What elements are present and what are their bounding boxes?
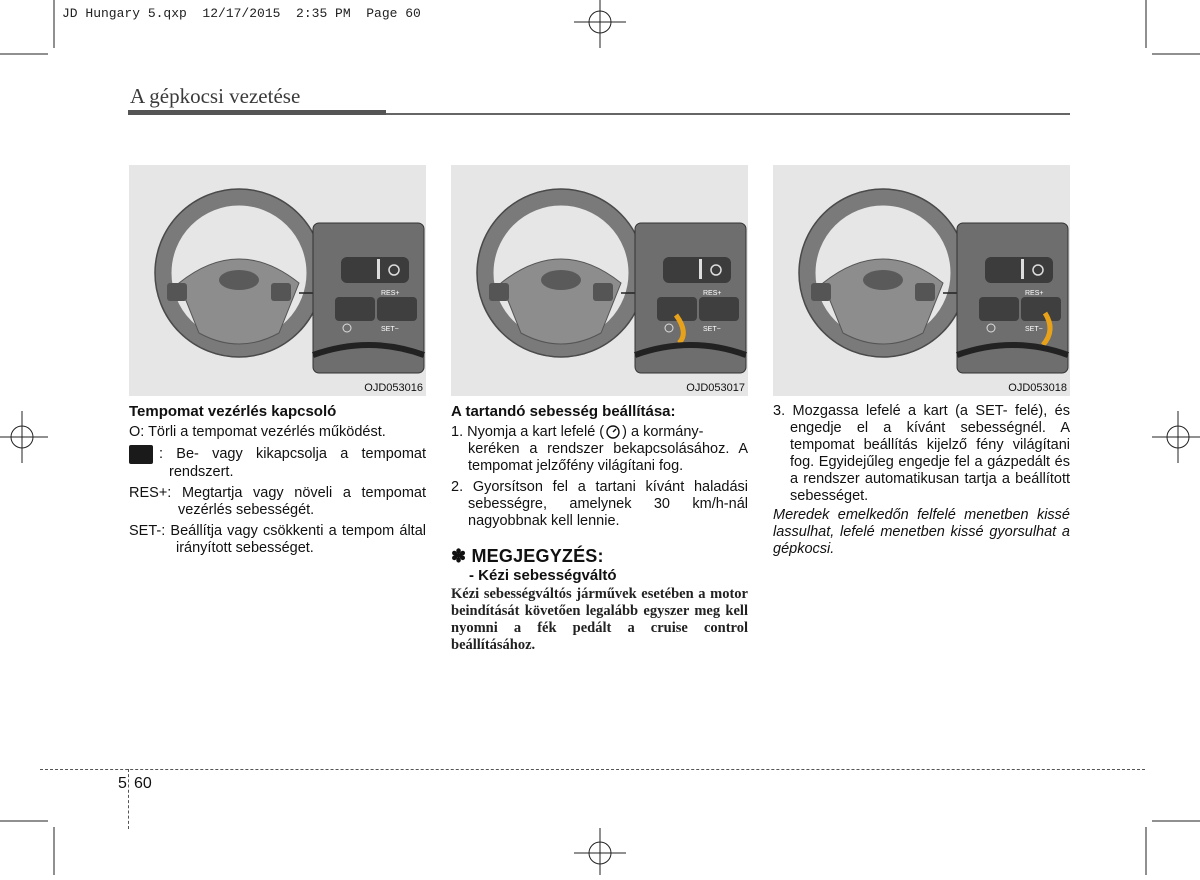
figure-steering-wheel-2 [451, 165, 748, 396]
figure-code: OJD053016 [364, 382, 423, 394]
col2-heading: A tartandó sebesség beállítása: [451, 403, 676, 420]
figure-steering-wheel-3 [773, 165, 1070, 396]
steering-wheel-illustration [451, 165, 748, 396]
note-subheading: - Kézi sebességváltó [469, 567, 617, 584]
cruise-control-icon [129, 445, 153, 464]
line-set: SET-: Beállítja vagy csökkenti a tempom által irányított sebességet. [129, 523, 426, 556]
column-3 [773, 403, 1070, 558]
set-label: SET− [1025, 326, 1043, 333]
res-label: RES+ [703, 290, 722, 297]
title-rule-thin [386, 113, 1070, 115]
cruise-icon-text: : Be- vagy kikapcsolja a tempomat rendszert. [159, 446, 426, 480]
figure-steering-wheel-1 [129, 165, 426, 396]
steering-wheel-illustration [773, 165, 1070, 396]
res-label: RES+ [381, 290, 400, 297]
step-1: 1. Nyomja a kart lefelé ( ) a kormány- [451, 424, 704, 440]
footer-rule [40, 769, 1145, 770]
col1-heading: Tempomat vezérlés kapcsoló [129, 403, 337, 420]
set-label: SET− [703, 326, 721, 333]
column-2 [451, 403, 748, 654]
figure-code: OJD053018 [1008, 382, 1067, 394]
figure-code: OJD053017 [686, 382, 745, 394]
step-1-cont: keréken a rendszer bekapcsolásához. A tempomat jelzőfény világítani fog. [468, 441, 748, 474]
page-number: 60 [134, 775, 152, 792]
cruise-control-icon [604, 424, 622, 440]
res-label: RES+ [1025, 290, 1044, 297]
chapter-number: 5 [118, 775, 127, 792]
title-rule-thick [128, 110, 386, 115]
footer-divider [128, 769, 129, 829]
column-1 [129, 403, 426, 557]
line-o: O: Törli a tempomat vezérlés működést. [129, 424, 386, 440]
section-title: A gépkocsi vezetése [130, 84, 301, 108]
line-res: RES+: Megtartja vagy növeli a tempomat vezérlés sebességét. [129, 485, 426, 518]
note-body: Kézi sebességváltós járművek esetében a motor beindítását követően legalább egyszer meg kell nyomni a fék pedált a cruise control beállításához. [451, 586, 748, 653]
step-2: 2. Gyorsítson fel a tartani kívánt haladási sebességre, amelynek 30 km/h-nál nagyobbnak kell lennie. [451, 479, 748, 529]
steering-wheel-illustration [129, 165, 426, 396]
step-3: 3. Mozgassa lefelé a kart (a SET- felé), és engedje el a kívánt sebességnél. A tempomat beállítás kijelző fény világítani fog. Egyidejűleg engedje fel a gázpedált és a rendszer automatikusan tartja a beállított sebességet. [773, 403, 1070, 504]
set-label: SET− [381, 326, 399, 333]
line-cruise-icon [129, 445, 426, 481]
note-heading: ✽ MEGJEGYZÉS: [451, 546, 604, 566]
italic-note: Meredek emelkedőn felfelé menetben kissé lassulhat, lefelé menetben kissé gyorsulhat a gépkocsi. [773, 507, 1070, 557]
print-slug: JD Hungary 5.qxp 12/17/2015 2:35 PM Page 60 [62, 6, 421, 21]
